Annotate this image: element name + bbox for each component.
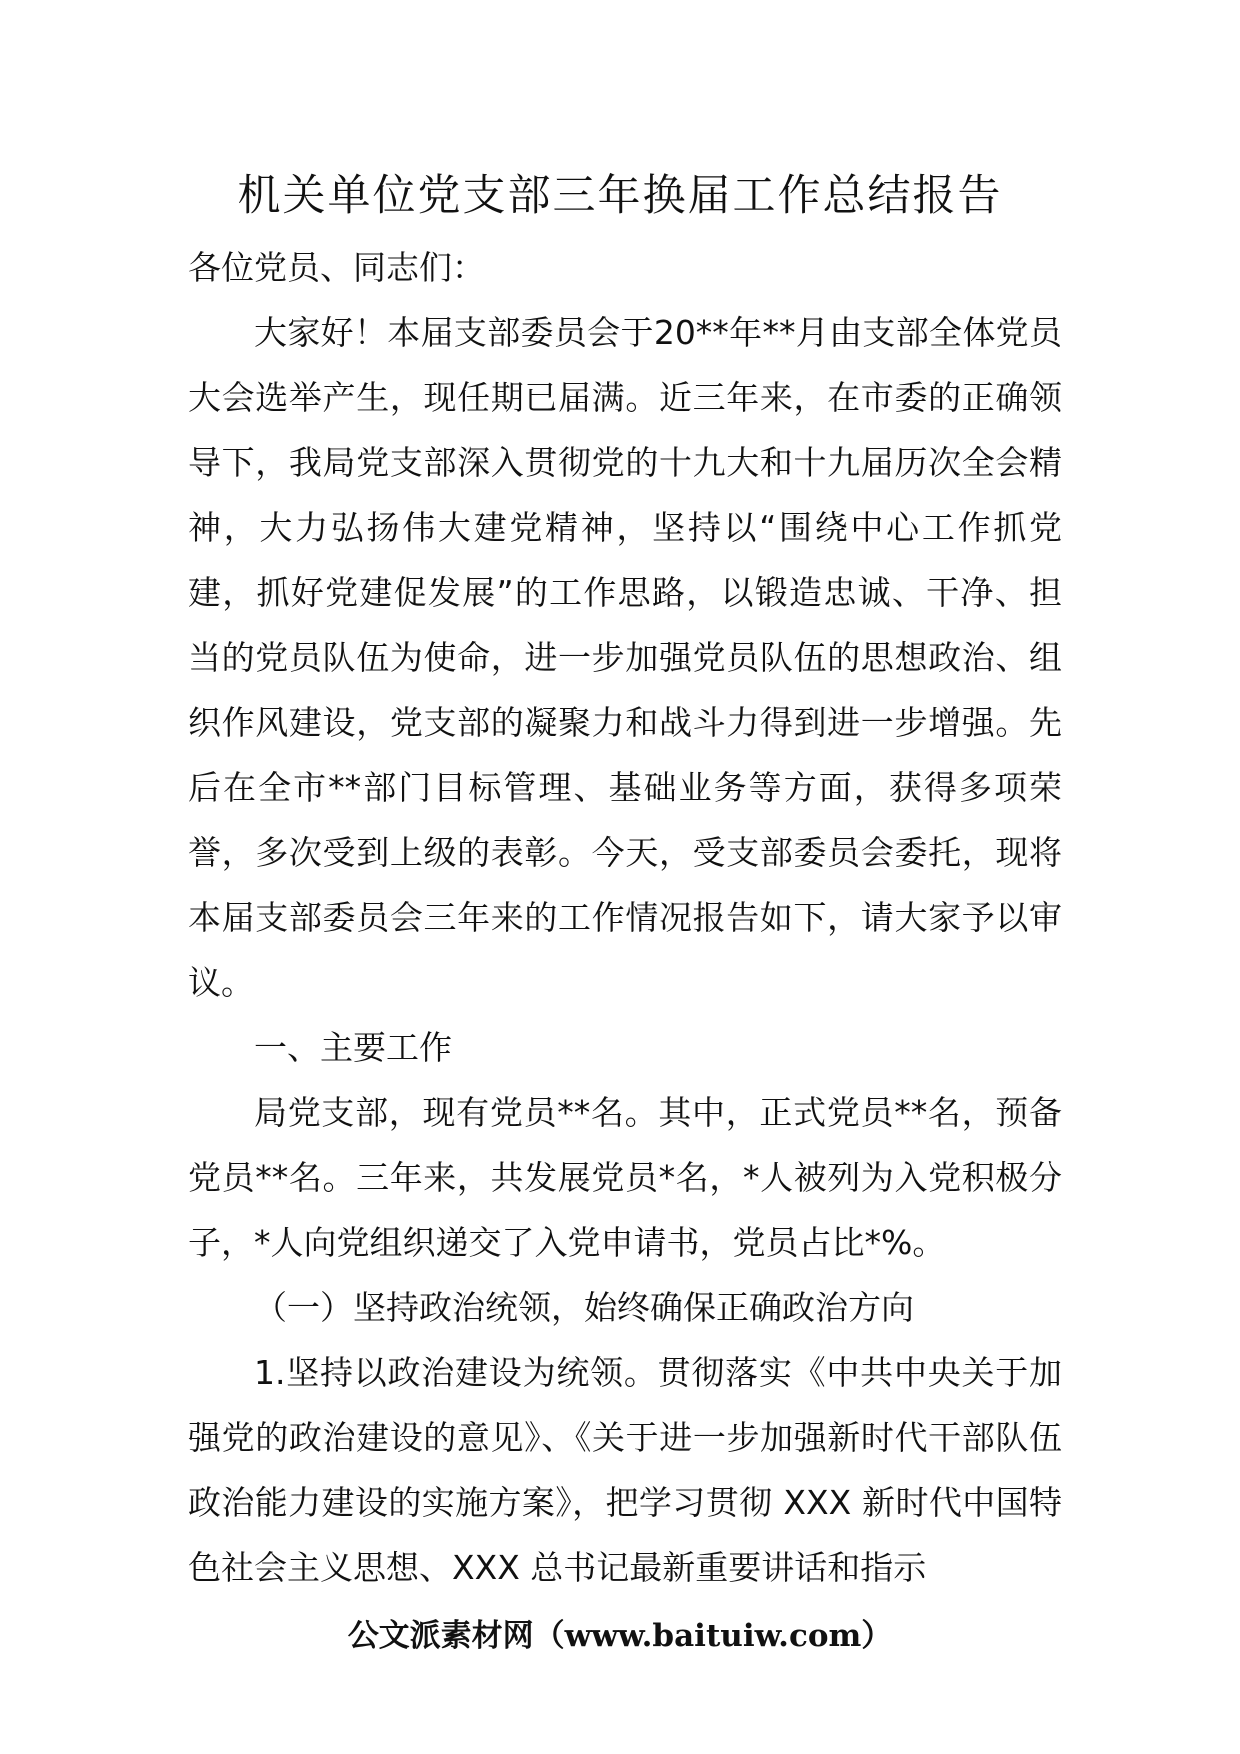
salutation: 各位党员、同志们： (188, 248, 485, 287)
document-title: 机关单位党支部三年换届工作总结报告 (237, 171, 1003, 221)
paragraph-intro: 大家好！本届支部委员会于20**年**月由支部全体党员大会选举产生，现任期已届满。近三年来，在市委的正确领导下，我局党支部深入贯彻党的十九大和十九届历次全会精神，大力弘扬伟大建党精神，坚持以“围绕中心工作抓党建，抓好党建促发展”的工作思路，以锻造忠诚、干净、担当的党员队伍为使命，进一步加强党员队伍的思想政治、组织作风建设，党支部的凝聚力和战斗力得到进一步增强。先后在全市**部门目标管理、基础业务等方面，获得多项荣誉，多次受到上级的表彰。今天，受支部委员会委托，现将本届支部委员会三年来的工作情况报告如下，请大家予以审议。 (188, 313, 1062, 1002)
paragraph-membership: 局党支部，现有党员**名。其中，正式党员**名，预备党员**名。三年来，共发展党员*名，*人被列为入党积极分子，*人向党组织递交了入党申请书，党员占比*%。 (188, 1093, 1062, 1262)
document-body (188, 235, 1062, 1600)
section-heading: 一、主要工作 (254, 1028, 452, 1067)
footer-watermark: 公文派素材网（www.baituiw.com） (347, 1618, 893, 1654)
subsection-heading: （一）坚持政治统领，始终确保正确政治方向 (254, 1288, 914, 1327)
paragraph-political-building: 1.坚持以政治建设为统领。贯彻落实《中共中央关于加强党的政治建设的意见》、《关于进一步加强新时代干部队伍政治能力建设的实施方案》，把学习贯彻 XXX 新时代中国特色社会主义思想、XXX 总书记最新重要讲话和指示 (188, 1353, 1062, 1587)
